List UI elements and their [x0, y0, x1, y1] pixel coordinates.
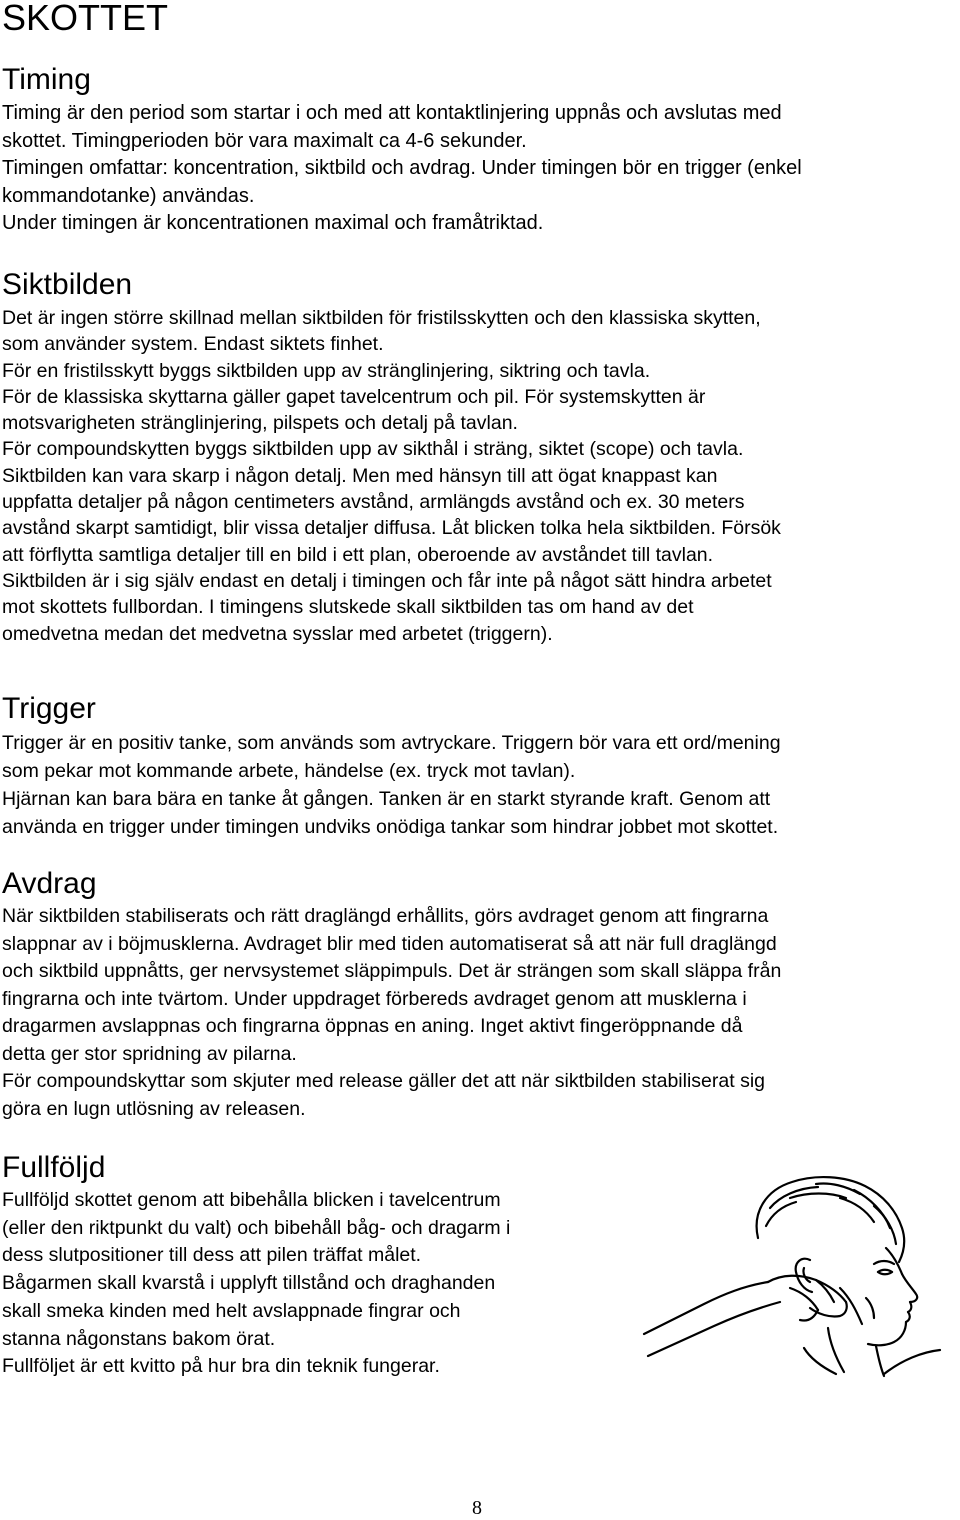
- text-line: skottet. Timingperioden bör vara maximalt ca 4-6 sekunder.: [2, 129, 527, 152]
- text-line: Trigger är en positiv tanke, som används som avtryckare. Triggern bör vara ett ord/mening: [2, 732, 781, 754]
- text-line: Det är ingen större skillnad mellan siktbilden för fristilsskytten och den klassiska skytten,: [2, 307, 761, 329]
- archer-face-illustration: [640, 1168, 952, 1380]
- text-line: stanna någonstans bakom örat.: [2, 1327, 276, 1350]
- text-line: avstånd skarpt samtidigt, blir vissa detaljer diffusa. Låt blicken tolka hela siktbilden. Försök: [2, 517, 781, 540]
- text-line: motsvarigheten stränglinjering, pilspets och detalj på tavlan.: [2, 412, 518, 435]
- text-line: göra en lugn utlösning av releasen.: [2, 1097, 306, 1120]
- text-line: Fullföljet är ett kvitto på hur bra din teknik fungerar.: [2, 1355, 440, 1378]
- text-line: Under timingen är koncentrationen maximal och framåtriktad.: [2, 212, 544, 235]
- text-line: dragarmen avslappnas och fingrarna öppnas en aning. Inget aktivt fingeröppnande då: [2, 1015, 743, 1037]
- text-line: Hjärnan kan bara bära en tanke åt gången. Tanken är en starkt styrande kraft. Genom att: [2, 788, 771, 810]
- section-heading-siktbilden: Siktbilden: [2, 268, 133, 301]
- section-heading-timing: Timing: [2, 63, 91, 96]
- section-heading-fullfoljd: Fullföljd: [2, 1151, 106, 1184]
- section-body-timing: [2, 100, 802, 238]
- text-line: mot skottets fullbordan. I timingens slutskede skall siktbilden tas om hand av det: [2, 596, 694, 619]
- text-line: omedvetna medan det medvetna sysslar med arbetet (triggern).: [2, 622, 553, 645]
- text-line: Fullföljd skottet genom att bibehålla blicken i tavelcentrum: [2, 1189, 501, 1211]
- text-line: Siktbilden är i sig själv endast en detalj i timingen och får inte på något sätt hindra arbetet: [2, 569, 772, 592]
- text-line: För de klassiska skyttarna gäller gapet tavelcentrum och pil. För systemskytten är: [2, 385, 706, 408]
- text-line: använda en trigger under timingen undviks onödiga tankar som hindrar jobbet mot skottet.: [2, 816, 779, 838]
- text-line: skall smeka kinden med helt avslappnade fingrar och: [2, 1299, 461, 1322]
- text-line: Siktbilden kan vara skarp i någon detalj. Men med hänsyn till att ögat knappast kan: [2, 464, 718, 487]
- section-body-fullfoljd: [2, 1187, 510, 1381]
- text-line: För compoundskytten byggs siktbilden upp av sikthål i sträng, siktet (scope) och tavla.: [2, 438, 744, 461]
- text-line: fingrarna och inte tvärtom. Under uppdraget förbereds avdraget genom att musklerna i: [2, 987, 747, 1010]
- text-line: som pekar mot kommande arbete, händelse (ex. tryck mot tavlan).: [2, 760, 576, 782]
- text-line: Bågarmen skall kvarstå i upplyft tillstånd och draghanden: [2, 1272, 496, 1295]
- text-line: uppfatta detaljer på någon centimeters avstånd, armlängds avstånd och ex. 30 meters: [2, 491, 745, 514]
- text-line: kommandotanke) användas.: [2, 184, 255, 207]
- text-line: och siktbild uppnåtts, ger nervsystemet släppimpuls. Det är strängen som skall släppa från: [2, 960, 782, 982]
- text-line: För compoundskyttar som skjuter med release gäller det att när siktbilden stabiliserat sig: [2, 1070, 766, 1092]
- text-line: detta ger stor spridning av pilarna.: [2, 1042, 297, 1065]
- page-title: SKOTTET: [2, 0, 169, 38]
- text-line: För en fristilsskytt byggs siktbilden upp av stränglinjering, siktring och tavla.: [2, 359, 651, 382]
- section-heading-avdrag: Avdrag: [2, 867, 97, 900]
- text-line: Timingen omfattar: koncentration, siktbild och avdrag. Under timingen bör en trigger (enkel: [2, 157, 802, 180]
- text-line: (eller den riktpunkt du valt) och bibehåll båg- och dragarm i: [2, 1216, 511, 1239]
- section-body-trigger: [2, 729, 781, 841]
- text-line: När siktbilden stabiliserats och rätt draglängd erhållits, görs avdraget genom att fingrarna: [2, 905, 769, 927]
- text-line: Timing är den period som startar i och med att kontaktlinjering uppnås och avslutas med: [2, 102, 782, 124]
- section-body-avdrag: [2, 903, 781, 1123]
- section-body-siktbilden: [2, 305, 781, 647]
- page-number: 8: [472, 1497, 482, 1519]
- text-line: dess slutpositioner till dess att pilen träffat målet.: [2, 1244, 422, 1267]
- text-line: att förflytta samtliga detaljer till en bild i ett plan, oberoende av avståndet till tavlan.: [2, 543, 714, 566]
- text-line: som använder system. Endast siktets finhet.: [2, 333, 384, 356]
- text-line: slappnar av i böjmusklerna. Avdraget blir med tiden automatiserat så att när full draglängd: [2, 932, 777, 955]
- section-heading-trigger: Trigger: [2, 692, 96, 725]
